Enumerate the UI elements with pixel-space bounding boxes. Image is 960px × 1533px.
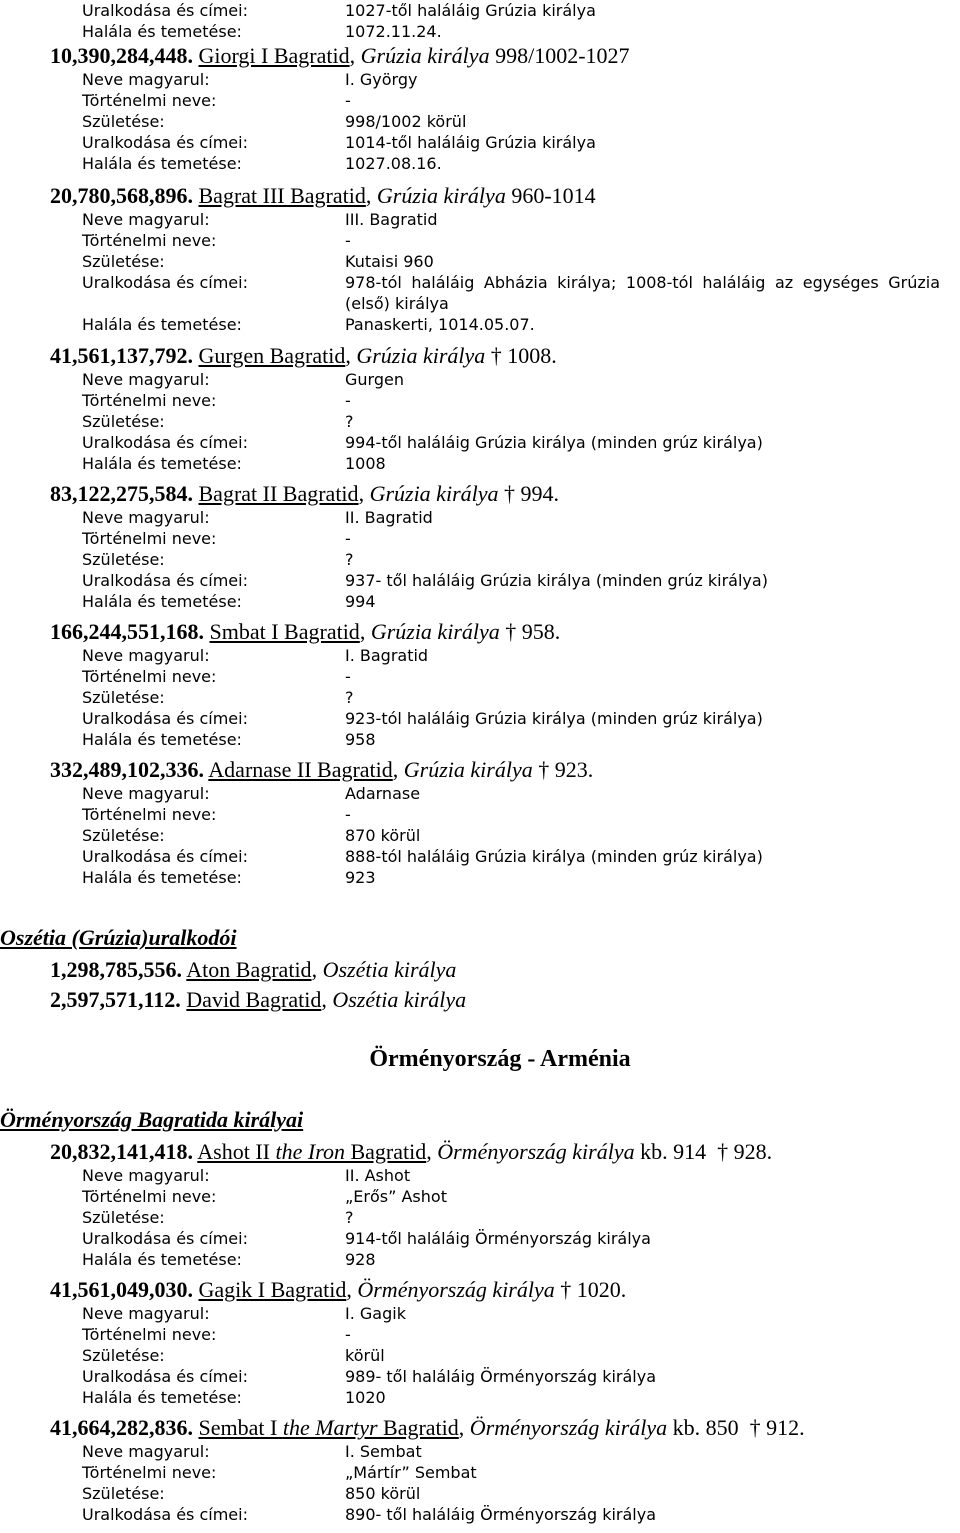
field-reign — [0, 708, 960, 729]
field-value: Kutaisi 960 — [345, 252, 434, 271]
field-value: 989- től haláláig Örményország királya — [345, 1367, 657, 1386]
field-value: - — [345, 529, 351, 548]
field-hist — [0, 390, 960, 411]
entry-separator: , — [426, 1139, 438, 1164]
field-value: 994-től haláláig Grúzia királya (minden grúz királya) — [345, 433, 763, 452]
field-reign — [0, 132, 960, 153]
field-value: I. Sembat — [345, 1442, 422, 1461]
field-death — [0, 314, 960, 335]
entry-number: 41,561,137,792. — [50, 343, 193, 368]
field-label: Történelmi neve: — [82, 805, 217, 824]
field-birth — [0, 251, 960, 272]
field-death — [0, 1249, 960, 1270]
field-value: - — [345, 805, 351, 824]
field-label: Neve magyarul: — [82, 1442, 210, 1461]
entry-title: Grúzia királya — [376, 183, 506, 208]
field-death — [0, 153, 960, 174]
field-label: Történelmi neve: — [82, 391, 217, 410]
entry-heading — [0, 183, 960, 209]
entry-name-link[interactable]: Adarnase II Bagratid — [208, 757, 393, 782]
field-label: Halála és temetése: — [82, 454, 242, 473]
entry-number: 10,390,284,448. — [50, 43, 193, 68]
field-hist — [0, 666, 960, 687]
field-label: Történelmi neve: — [82, 1463, 217, 1482]
field-label: Születése: — [82, 826, 165, 845]
field-label: Uralkodása és címei: — [82, 1367, 248, 1386]
entry-name-link[interactable] — [197, 1139, 426, 1164]
field-label: Neve magyarul: — [82, 210, 210, 229]
field-label: Halála és temetése: — [82, 154, 242, 173]
field-label: Történelmi neve: — [82, 231, 217, 250]
entry-number: 1,298,785,556. — [50, 957, 182, 982]
field-label: Születése: — [82, 550, 165, 569]
entry-title: Örményország királya — [437, 1139, 635, 1164]
entry-epithet: the Martyr — [282, 1415, 378, 1440]
field-label: Neve magyarul: — [82, 508, 210, 527]
entry-separator: , — [311, 957, 323, 982]
field-reign — [0, 272, 960, 314]
entry-armenia-1 — [0, 1277, 960, 1408]
entry-number: 166,244,551,168. — [50, 619, 204, 644]
field-birth — [0, 1483, 960, 1504]
entry-title: Örményország királya — [357, 1277, 555, 1302]
entry-title: Grúzia királya — [356, 343, 486, 368]
entry-dates: 960-1014 — [505, 183, 596, 208]
entry-name-link[interactable]: Smbat I Bagratid — [209, 619, 360, 644]
entry-dates: † 1020. — [554, 1277, 627, 1302]
field-label: Történelmi neve: — [82, 1325, 217, 1344]
field-label: Halála és temetése: — [82, 1388, 242, 1407]
field-label: Halála és temetése: — [82, 22, 242, 41]
entry-dates: † 958. — [499, 619, 561, 644]
entry-separator: , — [346, 1277, 358, 1302]
entry-name-link[interactable]: Giorgi I Bagratid — [198, 43, 350, 68]
field-value: 994 — [345, 592, 376, 611]
field-death — [0, 729, 960, 750]
entry-georgia-0 — [0, 43, 960, 174]
field-birth — [0, 111, 960, 132]
entry-ossetia-1 — [0, 987, 960, 1013]
entry-number: 41,561,049,030. — [50, 1277, 193, 1302]
entry-heading — [0, 43, 960, 69]
entry-armenia-2 — [0, 1415, 960, 1525]
entry-title: Grúzia királya — [360, 43, 490, 68]
entry-separator: , — [359, 619, 371, 644]
field-birth — [0, 1345, 960, 1366]
field-reign — [0, 570, 960, 591]
entry-separator: , — [458, 1415, 470, 1440]
field-label: Uralkodása és címei: — [82, 273, 248, 292]
field-value: körül — [345, 1346, 385, 1365]
field-death — [0, 591, 960, 612]
field-value: 928 — [345, 1250, 376, 1269]
field-label: Neve magyarul: — [82, 784, 210, 803]
entry-number: 332,489,102,336. — [50, 757, 204, 782]
entry-heading — [0, 757, 960, 783]
field-value: II. Ashot — [345, 1166, 411, 1185]
section-heading-armenia: Örményország Bagratida királyai — [0, 1107, 304, 1132]
entry-heading — [0, 481, 960, 507]
field-label: Uralkodása és címei: — [82, 433, 248, 452]
entry-georgia-2 — [0, 343, 960, 474]
entry-separator: , — [358, 481, 370, 506]
field-label: Halála és temetése: — [82, 592, 242, 611]
entry-title: Grúzia királya — [369, 481, 499, 506]
field-value: 958 — [345, 730, 376, 749]
field-value: 937- től haláláig Grúzia királya (minden grúz királya) — [345, 571, 768, 590]
field-value: II. Bagratid — [345, 508, 433, 527]
field-death — [0, 1387, 960, 1408]
field-hist — [0, 90, 960, 111]
entry-title: Grúzia királya — [370, 619, 500, 644]
field-value: 890- től haláláig Örményország királya — [345, 1505, 657, 1524]
field-value: Panaskerti, 1014.05.07. — [345, 315, 535, 334]
field-value: Adarnase — [345, 784, 421, 803]
field-label: Halála és temetése: — [82, 315, 242, 334]
entry-dates: kb. 850 † 912. — [667, 1415, 805, 1440]
entry-separator: , — [349, 43, 361, 68]
field-value: 1020 — [345, 1388, 386, 1407]
entry-georgia-5 — [0, 757, 960, 888]
entry-georgia-3 — [0, 481, 960, 612]
entry-separator: , — [392, 757, 404, 782]
field-label: Uralkodása és címei: — [82, 1505, 248, 1524]
entry-name-part: Sembat I — [198, 1415, 283, 1440]
field-hist — [0, 804, 960, 825]
field-birth — [0, 687, 960, 708]
entry-ossetia-0 — [0, 957, 960, 983]
field-value: 923 — [345, 868, 376, 887]
entry-name-part: Gagik I Bagratid — [198, 1277, 347, 1302]
field-value: 978-tól haláláig Abházia királya; 1008-tól haláláig az egységes Grúzia (első) királya — [345, 273, 940, 313]
field-value: 1072.11.24. — [345, 22, 442, 41]
field-name — [0, 1165, 960, 1186]
field-death — [0, 867, 960, 888]
entry-title: Oszétia királya — [322, 957, 457, 982]
entry-dates: kb. 914 † 928. — [634, 1139, 773, 1164]
field-reign — [0, 432, 960, 453]
field-value: - — [345, 91, 351, 110]
field-label: Neve magyarul: — [82, 70, 210, 89]
entry-georgia-4 — [0, 619, 960, 750]
field-reign — [0, 846, 960, 867]
entry-heading — [0, 1415, 960, 1441]
field-label: Halála és temetése: — [82, 730, 242, 749]
field-label: Neve magyarul: — [82, 646, 210, 665]
field-reign — [0, 1504, 960, 1525]
field-label: Neve magyarul: — [82, 1304, 210, 1323]
field-label: Uralkodása és címei: — [82, 709, 248, 728]
field-name — [0, 1303, 960, 1324]
field-value: 888-tól haláláig Grúzia királya (minden grúz királya) — [345, 847, 763, 866]
field-value: ? — [345, 412, 354, 431]
field-value: I. György — [345, 70, 418, 89]
field-value: „Mártír” Sembat — [345, 1463, 477, 1482]
entry-heading — [0, 987, 960, 1013]
entry-heading — [0, 957, 960, 983]
country-title: Örményország - Arménia — [369, 1046, 631, 1072]
field-label: Uralkodása és címei: — [82, 571, 248, 590]
top-fragment — [0, 0, 960, 42]
field-value: - — [345, 391, 351, 410]
field-value: „Erős” Ashot — [345, 1187, 447, 1206]
entry-name-part: Bagratid — [377, 1415, 459, 1440]
field-label: Neve magyarul: — [82, 370, 210, 389]
entry-separator: , — [365, 183, 377, 208]
entry-armenia-0 — [0, 1139, 960, 1270]
field-label: Uralkodása és címei: — [82, 1229, 248, 1248]
entry-separator: , — [345, 343, 357, 368]
entry-number: 2,597,571,112. — [50, 987, 181, 1012]
entry-name-link[interactable]: Aton Bagratid — [186, 957, 312, 982]
entry-number: 20,780,568,896. — [50, 183, 193, 208]
field-name — [0, 507, 960, 528]
field-value: 870 körül — [345, 826, 421, 845]
field-value: I. Gagik — [345, 1304, 406, 1323]
field-label: Történelmi neve: — [82, 1187, 217, 1206]
field-name — [0, 209, 960, 230]
field-name — [0, 783, 960, 804]
field-value: I. Bagratid — [345, 646, 429, 665]
field-label: Uralkodása és címei: — [82, 847, 248, 866]
entry-number: 20,832,141,418. — [50, 1139, 193, 1164]
section-heading-ossetia: Oszétia (Grúzia)uralkodói — [0, 925, 237, 950]
field-value: 1008 — [345, 454, 386, 473]
entry-epithet: the Iron — [275, 1139, 345, 1164]
entry-separator: , — [321, 987, 333, 1012]
field-hist — [0, 528, 960, 549]
field-label: Történelmi neve: — [82, 667, 217, 686]
field-label: Születése: — [82, 252, 165, 271]
field-value: 1027-től haláláig Grúzia királya — [345, 1, 596, 20]
entry-dates: † 923. — [532, 757, 594, 782]
entry-number: 83,122,275,584. — [50, 481, 193, 506]
entry-name-link[interactable]: David Bagratid — [186, 987, 322, 1012]
field-label: Születése: — [82, 412, 165, 431]
entry-title: Oszétia királya — [332, 987, 467, 1012]
entry-name-part: Bagratid — [344, 1139, 427, 1164]
field-name — [0, 1441, 960, 1462]
field-hist — [0, 230, 960, 251]
entry-heading — [0, 343, 960, 369]
entry-georgia-1 — [0, 183, 960, 335]
entry-name-link[interactable] — [199, 1277, 347, 1302]
field-value: III. Bagratid — [345, 210, 438, 229]
field-label: Születése: — [82, 1208, 165, 1227]
entry-name-link[interactable]: Gurgen Bagratid — [198, 343, 346, 368]
entry-heading — [0, 1139, 960, 1165]
entry-heading — [0, 1277, 960, 1303]
field-hist — [0, 1324, 960, 1345]
entry-dates: † 994. — [498, 481, 560, 506]
field-label: Halála és temetése: — [82, 868, 242, 887]
field-value: 914-től haláláig Örményország királya — [345, 1229, 651, 1248]
entry-name-link[interactable]: Bagrat II Bagratid — [198, 481, 359, 506]
field-value: - — [345, 667, 351, 686]
field-value: 850 körül — [345, 1484, 421, 1503]
field-name — [0, 645, 960, 666]
field-reign — [0, 1366, 960, 1387]
field-birth — [0, 825, 960, 846]
field-label: Születése: — [82, 1484, 165, 1503]
field-value: ? — [345, 688, 354, 707]
field-label: Történelmi neve: — [82, 91, 217, 110]
field-label: Történelmi neve: — [82, 529, 217, 548]
field-name — [0, 69, 960, 90]
field-label: Születése: — [82, 1346, 165, 1365]
field-hist — [0, 1186, 960, 1207]
field-label: Születése: — [82, 112, 165, 131]
field-value: 1014-től haláláig Grúzia királya — [345, 133, 596, 152]
entry-name-part: Ashot II — [197, 1139, 276, 1164]
field-label: Halála és temetése: — [82, 1250, 242, 1269]
entry-dates: † 1008. — [485, 343, 557, 368]
field-death — [0, 21, 960, 42]
field-label: Neve magyarul: — [82, 1166, 210, 1185]
field-value: - — [345, 1325, 351, 1344]
field-value: Gurgen — [345, 370, 404, 389]
field-birth — [0, 1207, 960, 1228]
field-value: 998/1002 körül — [345, 112, 467, 131]
entry-name-link[interactable] — [199, 1415, 459, 1440]
entry-heading — [0, 619, 960, 645]
field-label: Születése: — [82, 688, 165, 707]
field-reign — [0, 1228, 960, 1249]
entry-title: Grúzia királya — [403, 757, 533, 782]
entry-name-link[interactable]: Bagrat III Bagratid — [198, 183, 366, 208]
field-label: Uralkodása és címei: — [82, 133, 248, 152]
field-death — [0, 453, 960, 474]
field-value: ? — [345, 1208, 354, 1227]
field-value: 923-tól haláláig Grúzia királya (minden grúz királya) — [345, 709, 763, 728]
field-value: - — [345, 231, 351, 250]
entry-number: 41,664,282,836. — [50, 1415, 193, 1440]
field-birth — [0, 411, 960, 432]
field-hist — [0, 1462, 960, 1483]
field-name — [0, 369, 960, 390]
field-reign — [0, 0, 960, 21]
entry-title: Örményország királya — [469, 1415, 668, 1440]
field-value: ? — [345, 550, 354, 569]
field-label: Uralkodása és címei: — [82, 1, 248, 20]
field-birth — [0, 549, 960, 570]
entry-dates: 998/1002-1027 — [489, 43, 630, 68]
field-value: 1027.08.16. — [345, 154, 442, 173]
